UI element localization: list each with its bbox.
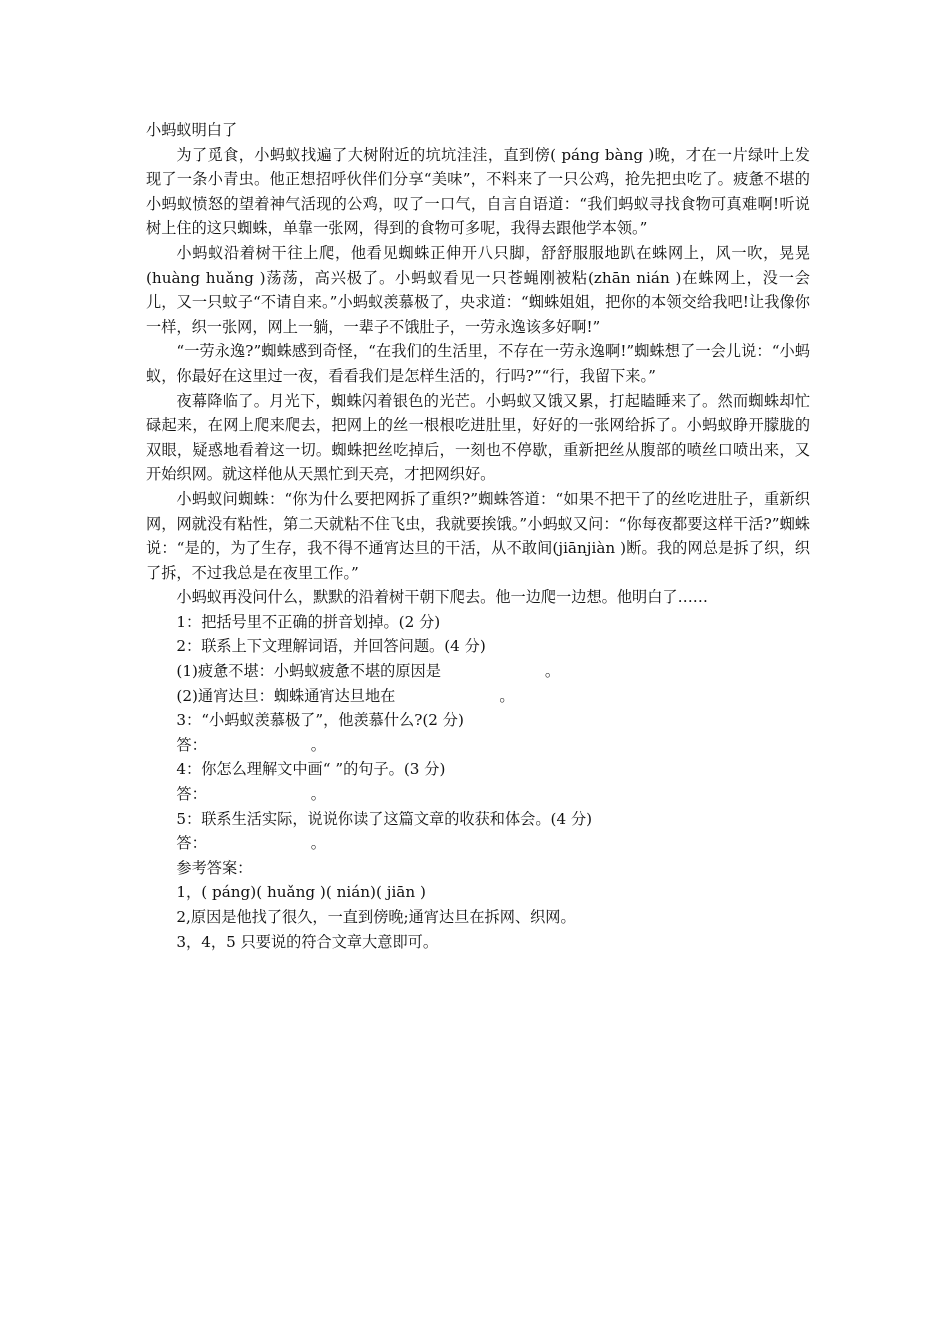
question-text: (1)疲惫不堪：小蚂蚁疲惫不堪的原因是 [176, 662, 441, 681]
document-page [146, 118, 810, 954]
answer-3: 3，4，5 只要说的符合文章大意即可。 [176, 932, 439, 951]
question-tail: 。 [544, 662, 561, 681]
answer-line-4 [146, 782, 810, 807]
story-paragraph-5: 小蚂蚁问蜘蛛：“你为什么要把网拆了重织?”蜘蛛答道：“如果不把干了的丝吃进肚子，重新织网，网就没有粘性，第二天就粘不住飞虫，我就要挨饿。”小蚂蚁又问：“你每夜都要这样干活?”蜘蛛说：“是的，为了生存，我不得不通宵达旦的干活，从不敢间(jiānjiàn )断。我的网总是拆了织，织了拆，不过我总是在夜里工作。” [146, 489, 810, 582]
question-2-1 [146, 659, 810, 684]
answer-label: 答： [176, 834, 207, 853]
question-tail: 。 [499, 686, 515, 705]
question-3 [146, 708, 810, 733]
question-text: 1：把括号里不正确的拼音划掉。(2 分) [176, 612, 441, 631]
question-text: 2：联系上下文理解词语，并回答问题。(4 分) [176, 637, 486, 656]
answer-label: 答： [176, 735, 207, 754]
question-tail: 。 [310, 834, 326, 853]
question-text: 5：联系生活实际，说说你读了这篇文章的收获和体会。(4 分) [176, 809, 593, 828]
story-paragraph-3: “一劳永逸?”蜘蛛感到奇怪，“在我们的生活里，不存在一劳永逸啊!”蜘蛛想了一会儿说：“小蚂蚁，你最好在这里过一夜，看看我们是怎样生活的，行吗?”“行，我留下来。” [146, 342, 810, 385]
answers-heading: 参考答案： [176, 858, 253, 877]
answer-2: 2,原因是他找了很久，一直到傍晚;通宵达旦在拆网、织网。 [176, 908, 576, 926]
answer-line-5 [146, 831, 810, 856]
question-tail: 。 [310, 785, 326, 804]
question-1 [146, 610, 810, 635]
question-text: 3：“小蚂蚁羡慕极了”，他羡慕什么?(2 分) [176, 711, 464, 730]
answer-1: 1，( páng)( huǎng )( nián)( jiān ) [176, 883, 426, 902]
question-5 [146, 807, 810, 832]
question-2-2 [146, 684, 810, 709]
story-paragraph-1: 为了觅食，小蚂蚁找遍了大树附近的坑坑洼洼，直到傍( páng bàng )晚，才在一片绿叶上发现了一条小青虫。他正想招呼伙伴们分享“美味”，不料来了一只公鸡，抢先把虫吃了。疲惫不堪的小蚂蚁愤怒的望着神气活现的公鸡，叹了一口气，自言自语道：“我们蚂蚁寻找食物可真难啊!听说树上住的这只蜘蛛，单靠一张网，得到的食物可多呢，我得去跟他学本领。” [146, 145, 810, 238]
story-paragraph-2: 小蚂蚁沿着树干往上爬，他看见蜘蛛正伸开八只脚，舒舒服服地趴在蛛网上，风一吹，晃晃(huàng huǎng )荡荡，高兴极了。小蚂蚁看见一只苍蝇刚被粘(zhān nián )在蛛网上，没一会儿，又一只蚊子“不请自来。”小蚂蚁羡慕极了，央求道：“蜘蛛姐姐，把你的本领交给我吧!让我像你一样，织一张网，网上一躺，一辈子不饿肚子，一劳永逸该多好啊!” [146, 243, 810, 336]
answer-label: 答： [176, 785, 207, 804]
question-2 [146, 634, 810, 659]
question-4 [146, 757, 810, 782]
answer-line-3 [146, 733, 810, 758]
question-tail: 。 [310, 735, 326, 754]
question-text: (2)通宵达旦：蜘蛛通宵达旦地在 [176, 686, 396, 705]
document-title: 小蚂蚁明白了 [146, 121, 238, 139]
question-text: 4：你怎么理解文中画“ ”的句子。(3 分) [176, 760, 446, 779]
story-paragraph-4: 夜幕降临了。月光下，蜘蛛闪着银色的光芒。小蚂蚁又饿又累，打起瞌睡来了。然而蜘蛛却忙碌起来，在网上爬来爬去，把网上的丝一根根吃进肚里，好好的一张网给拆了。小蚂蚁睁开朦胧的双眼，疑惑地看着这一切。蜘蛛把丝吃掉后，一刻也不停歇，重新把丝从腹部的喷丝口喷出来，又开始织网。就这样他从天黑忙到天亮，才把网织好。 [146, 391, 810, 484]
story-paragraph-6: 小蚂蚁再没问什么，默默的沿着树干朝下爬去。他一边爬一边想。他明白了…… [176, 588, 708, 607]
